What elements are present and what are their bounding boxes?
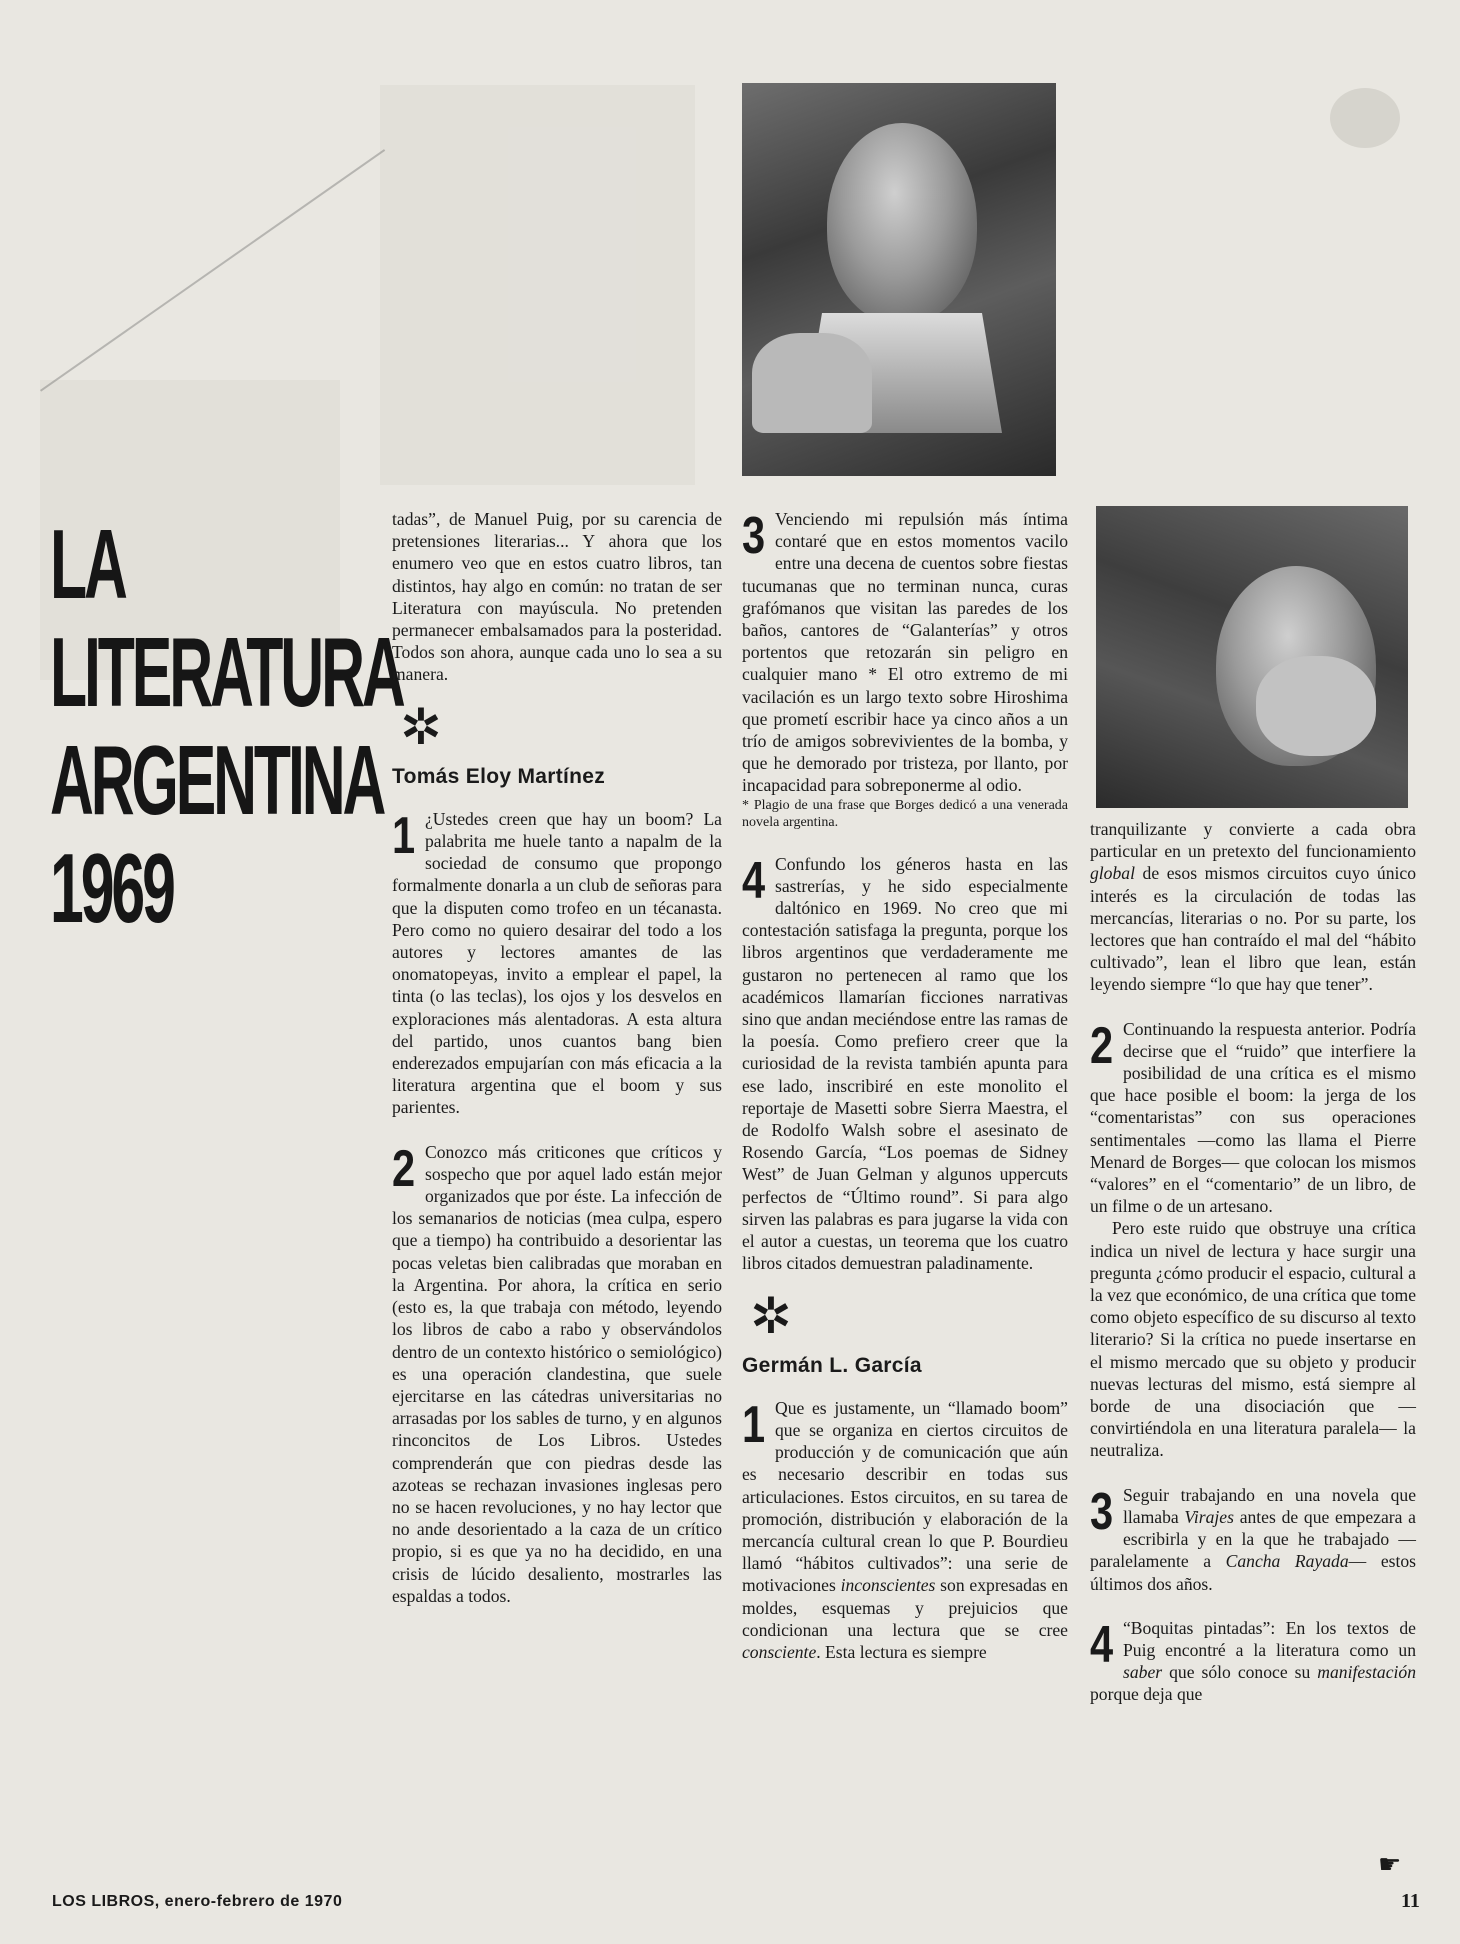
portrait-hand bbox=[1256, 656, 1376, 756]
continued-paragraph bbox=[1090, 818, 1416, 996]
answer-text: . Esta lectura es siempre bbox=[816, 1641, 987, 1662]
asterisk-ornament-icon: ✲ bbox=[400, 697, 442, 756]
emphasis: Virajes bbox=[1184, 1506, 1234, 1527]
pen-stroke bbox=[40, 149, 385, 392]
emphasis: Cancha Rayada bbox=[1225, 1551, 1349, 1572]
answer-text: “Boquitas pintadas”: En los textos de Puig encontré a la literatura como un bbox=[1123, 1617, 1416, 1660]
answer-paragraph bbox=[742, 853, 1068, 1275]
answer-paragraph bbox=[1090, 1018, 1416, 1218]
portrait-face bbox=[827, 123, 977, 323]
answer-text: Continuando la respuesta anterior. Podría decirse que el “ruido” que interfiere la posibilidad de una crítica es el mismo que hace posible el boom: la jerga de los “comentaristas” con sus operaciones sentimentales —como las llama el Pierre Menard de Borges— que colocan los mismos “valores” en el “comentario” de un libro, de un filme o de un artesano. bbox=[1090, 1018, 1416, 1217]
title-line: 1969 bbox=[50, 833, 173, 943]
answer-paragraph bbox=[742, 508, 1068, 797]
author-portrait-photo bbox=[742, 83, 1056, 476]
footnote: * Plagio de una frase que Borges dedicó a una venerada novela argentina. bbox=[742, 797, 1068, 830]
answer-text: tranquilizante y convierte a cada obra particular en un pretexto del funcionamiento bbox=[1090, 819, 1416, 862]
answer-number: 1 bbox=[742, 1395, 766, 1454]
intro-paragraph: tadas”, de Manuel Puig, por su carencia de pretensiones literarias... Y ahora que los enumero veo que en estos cuatro libros, tan distintos, hay algo en común: no tratan de ser Literatura con mayúscula. No pretenden permanecer embalsamados para la posteridad. Todos son ahora, aunque cada uno lo sea a su manera. bbox=[392, 509, 722, 685]
answer-number: 4 bbox=[742, 851, 766, 910]
answer-number: 2 bbox=[392, 1139, 416, 1198]
answer-text: — estos últimos dos años. bbox=[1090, 1551, 1417, 1594]
emphasis: manifestación bbox=[1317, 1662, 1416, 1683]
answer-text: de esos mismos circuitos cuyo único interés es la circulación de todas las mercancías, literarias o no. Por su parte, los lectores que han contraído el mal del “hábito cultivado”, lean el libro que lean, están leyendo siempre “lo que hay que tener”. bbox=[1090, 863, 1416, 995]
author-name: Germán L. García bbox=[742, 1353, 922, 1377]
answer-text: son expresadas en moldes, esquemas y prejuicios que condicionan una lectura que se cree bbox=[742, 1575, 1068, 1640]
answer-text: porque deja que bbox=[1090, 1684, 1203, 1705]
answer-number: 1 bbox=[392, 806, 416, 865]
emphasis: saber bbox=[1123, 1662, 1163, 1683]
pointing-hand-icon: ☛ bbox=[1378, 1850, 1402, 1880]
emphasis: global bbox=[1090, 863, 1135, 884]
portrait-hand bbox=[752, 333, 872, 433]
answer-text: Confundo los géneros hasta en las sastrerías, y he sido especialmente daltónico en 1969. No creo que mi contestación satisfaga la pregunta, porque los libros argentinos que verdaderamente me gustaron no pertenecen al ramo que los académicos llamarían ficciones narrativas sino que andan meciéndose entre las ramas de la poesía. Como prefiero creer que la curiosidad de la revista también apunta para ese lado, inscribiré en este monolito el reportaje de Masetti sobre Sierra Maestra, el de Rodolfo Walsh sobre el asesinato de Rosendo García, “Los poemas de Sidney West” de Juan Gelman y algunos uppercuts perfectos de “Último round”. Si para algo sirven las palabras es para jugarse la vida con el autor a cuestas, un teorema que los cuatro libros citados demuestran paladinamente. bbox=[742, 853, 1068, 1274]
bleed-through-block bbox=[380, 85, 695, 485]
answer-paragraph bbox=[1090, 1617, 1416, 1706]
answer-number: 2 bbox=[1090, 1016, 1114, 1075]
emphasis: consciente bbox=[742, 1641, 817, 1662]
answer-paragraph bbox=[742, 1397, 1068, 1663]
title-line: LITERATURA bbox=[50, 617, 403, 727]
answer-text: Venciendo mi repulsión más íntima contaré que en estos momentos vacilo entre una decena de cuentos sobre fiestas tucumanas que no terminan nunca, curas grafómanos que visitan las paredes de los baños, cantores de “Galanterías” y otros portentos que retozarán sin peligro en cualquier mano * El otro extremo de mi vacilación es un largo texto sobre Hiroshima que prometí escribir hace ya cinco años a un trío de amigos sobrevivientes de la bomba, y que he demorado por tristeza, por llanto, por incapacidad para sobreponerme al odio. bbox=[742, 509, 1068, 796]
answer-paragraph bbox=[392, 808, 722, 1119]
text-column-1 bbox=[392, 508, 722, 1607]
page-number: 11 bbox=[1401, 1890, 1420, 1912]
footer-publication: LOS LIBROS, enero-febrero de 1970 bbox=[52, 1893, 343, 1910]
ink-blot bbox=[1330, 88, 1400, 148]
emphasis: inconscientes bbox=[840, 1575, 936, 1596]
answer-paragraph bbox=[392, 1141, 722, 1607]
answer-paragraph: Pero este ruido que obstruye una crítica indica un nivel de lectura y hace surgir una pregunta ¿cómo producir el espacio, cultural a la vez que económico, de una crítica que tome como objeto específico de su discurso al texto literario? Si la crítica no puede insertarse en el mismo mercado que su objeto y producir nuevas lecturas del mismo, está siempre al borde de una disociación que —convirtiéndola en una literatura paralela— la neutraliza. bbox=[1090, 1218, 1416, 1461]
answer-number: 3 bbox=[1090, 1482, 1114, 1541]
text-column-3 bbox=[1090, 818, 1416, 1706]
answer-text: Que es justamente, un “llamado boom” que se organiza en ciertos circuitos de producción y de comunicación que aún es necesario describir en todas sus articulaciones. Estos circuitos, en su tarea de promoción, distribución y elaboración de la mercancía cultural crean lo que P. Bourdieu llamó “hábitos cultivados”: una serie de motivaciones bbox=[742, 1397, 1068, 1596]
title-line: ARGENTINA bbox=[50, 725, 384, 835]
answer-text: Seguir trabajando en una novela que llamaba bbox=[1123, 1484, 1416, 1527]
answer-paragraph bbox=[1090, 1484, 1416, 1595]
asterisk-ornament-icon: ✲ bbox=[750, 1286, 792, 1345]
answer-text: ¿Ustedes creen que hay un boom? La palabrita me huele tanto a napalm de la sociedad de consumo que propongo formalmente donarla a un club de señoras para que la disputen como trofeo en un técanasta. Pero como no quiero desairar del todo a los autores y lectores amantes de las onomatopeyas, invito a emplear el papel, la tinta (o las teclas), los ojos y los desvelos en exploraciones más alentadoras. A esta altura del partido, unos cuantos bang bien enderezados empujarían con más eficacia a la literatura argentina que el boom y sus parientes. bbox=[392, 808, 722, 1118]
answer-number: 4 bbox=[1090, 1615, 1114, 1674]
article-title bbox=[50, 509, 403, 943]
text-column-2 bbox=[742, 508, 1068, 1663]
author-name: Tomás Eloy Martínez bbox=[392, 764, 606, 788]
answer-text: que sólo conoce su bbox=[1162, 1662, 1318, 1683]
answer-text: antes de que empezara a escribirla y en la que he trabajado —paralelamente a bbox=[1090, 1506, 1416, 1572]
author-portrait-photo bbox=[1096, 506, 1408, 808]
title-line: LA bbox=[50, 509, 125, 619]
answer-number: 3 bbox=[742, 507, 766, 565]
answer-text: Conozco más criticones que críticos y sospecho que por aquel lado están mejor organizados que por éste. La infección de los semanarios de noticias (mea culpa, espero que a tiempo) ha contribuido a desorientar las pocas veletas bien calibradas que moraban en la Argentina. Por ahora, la crítica en serio (esto es, la que trabaja con método, leyendo los libros de cabo a rabo y observándolos dentro de un contexto histórico o semiológico) es una operación clandestina, que suele ejercitarse en las cátedras universitarias no arrasadas por los sables de turno, y en algunos rinconcitos de Los Libros. Ustedes comprenderán que con piedras desde las azoteas se rechazan invasiones inglesas pero no se hacen revoluciones, y no hay lector que no ande desorientado a la caza de un crítico propio, si es que ya no ha decidido, en una crisis de lúcido desaliento, mostrarles las espaldas a todos. bbox=[392, 1141, 722, 1606]
